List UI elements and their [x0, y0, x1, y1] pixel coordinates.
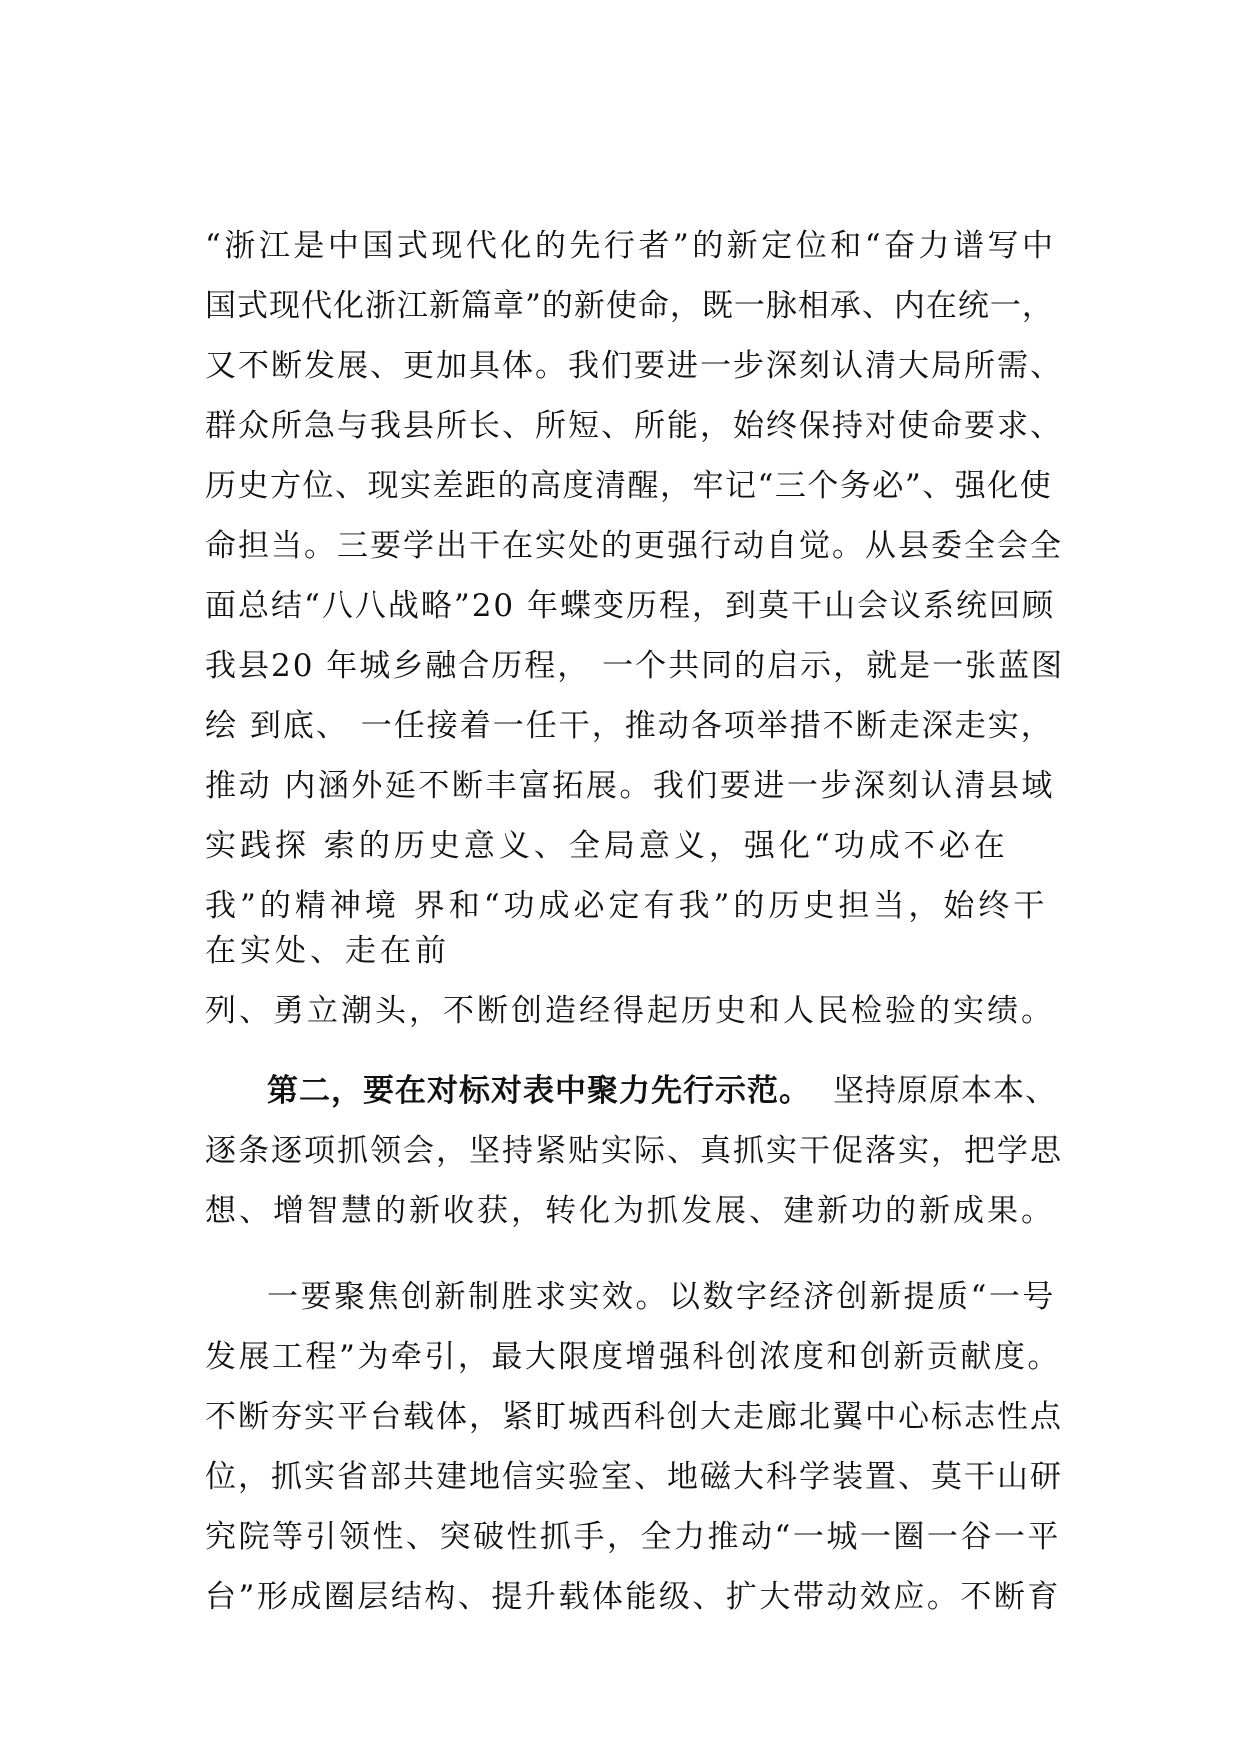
- paragraph-1-line-6: 命担当。三要学出干在实处的更强行动自觉。从县委全会全: [205, 528, 1063, 564]
- paragraph-2-line-2: 逐条逐项抓领会，坚持紧贴实际、真抓实干促落实，把学思: [205, 1133, 1063, 1169]
- paragraph-1-line-8: 我县20 年城乡融合历程， 一个共同的启示，就是一张蓝图: [205, 648, 1065, 684]
- paragraph-3-line-6: 台”形成圈层结构、提升载体能级、扩大带动效应。不断育: [205, 1579, 1061, 1615]
- paragraph-1-line-3: 又不断发展、更加具体。我们要进一步深刻认清大局所需、: [205, 348, 1063, 384]
- paragraph-3-line-4: 位，抓实省部共建地信实验室、地磁大科学装置、莫干山研: [205, 1459, 1063, 1495]
- paragraph-1-line-5: 历史方位、现实差距的高度清醒，牢记“三个务必”、强化使: [205, 468, 1053, 504]
- paragraph-2-heading: 第二，要在对标对表中聚力先行示范。: [267, 1073, 811, 1109]
- paragraph-1-line-2: 国式现代化浙江新篇章”的新使命，既一脉相承、内在统一，: [205, 288, 1054, 324]
- paragraph-1-line-13: 在实处、走在前: [205, 933, 450, 969]
- paragraph-3-line-5: 究院等引领性、突破性抓手，全力推动“一城一圈一谷一平: [205, 1519, 1061, 1555]
- paragraph-1-line-14: 列、勇立潮头，不断创造经得起历史和人民检验的实绩。: [205, 993, 1055, 1029]
- paragraph-1-line-1: “浙江是中国式现代化的先行者”的新定位和“奋力谱写中: [205, 228, 1057, 264]
- paragraph-1-line-11: 实践探 索的历史意义、全局意义，强化“功成不必在: [205, 828, 1009, 864]
- paragraph-3-line-3: 不断夯实平台载体，紧盯城西科创大走廊北翼中心标志性点: [205, 1399, 1063, 1435]
- paragraph-1-line-12: 我”的精神境 界和“功成必定有我”的历史担当，始终干: [205, 888, 1049, 924]
- paragraph-1-line-4: 群众所急与我县所长、所短、所能，始终保持对使命要求、: [205, 408, 1063, 444]
- paragraph-2-first-line-rest: 坚持原原本本、: [833, 1073, 1057, 1109]
- paragraph-1-line-9: 绘 到底、 一任接着一任干，推动各项举措不断走深走实，: [205, 708, 1054, 744]
- paragraph-1-line-7: 面总结“八八战略”20 年蝶变历程，到莫干山会议系统回顾: [205, 588, 1055, 624]
- paragraph-2-line-3: 想、增智慧的新收获，转化为抓发展、建新功的新成果。: [205, 1193, 1055, 1229]
- paragraph-3-line-2: 发展工程”为牵引，最大限度增强科创浓度和创新贡献度。: [205, 1339, 1061, 1375]
- paragraph-2-line-1: [267, 1071, 1057, 1111]
- paragraph-3-line-1: 一要聚焦创新制胜求实效。以数字经济创新提质“一号: [267, 1279, 1056, 1315]
- paragraph-1-line-10: 推动 内涵外延不断丰富拓展。我们要进一步深刻认清县域: [205, 768, 1055, 804]
